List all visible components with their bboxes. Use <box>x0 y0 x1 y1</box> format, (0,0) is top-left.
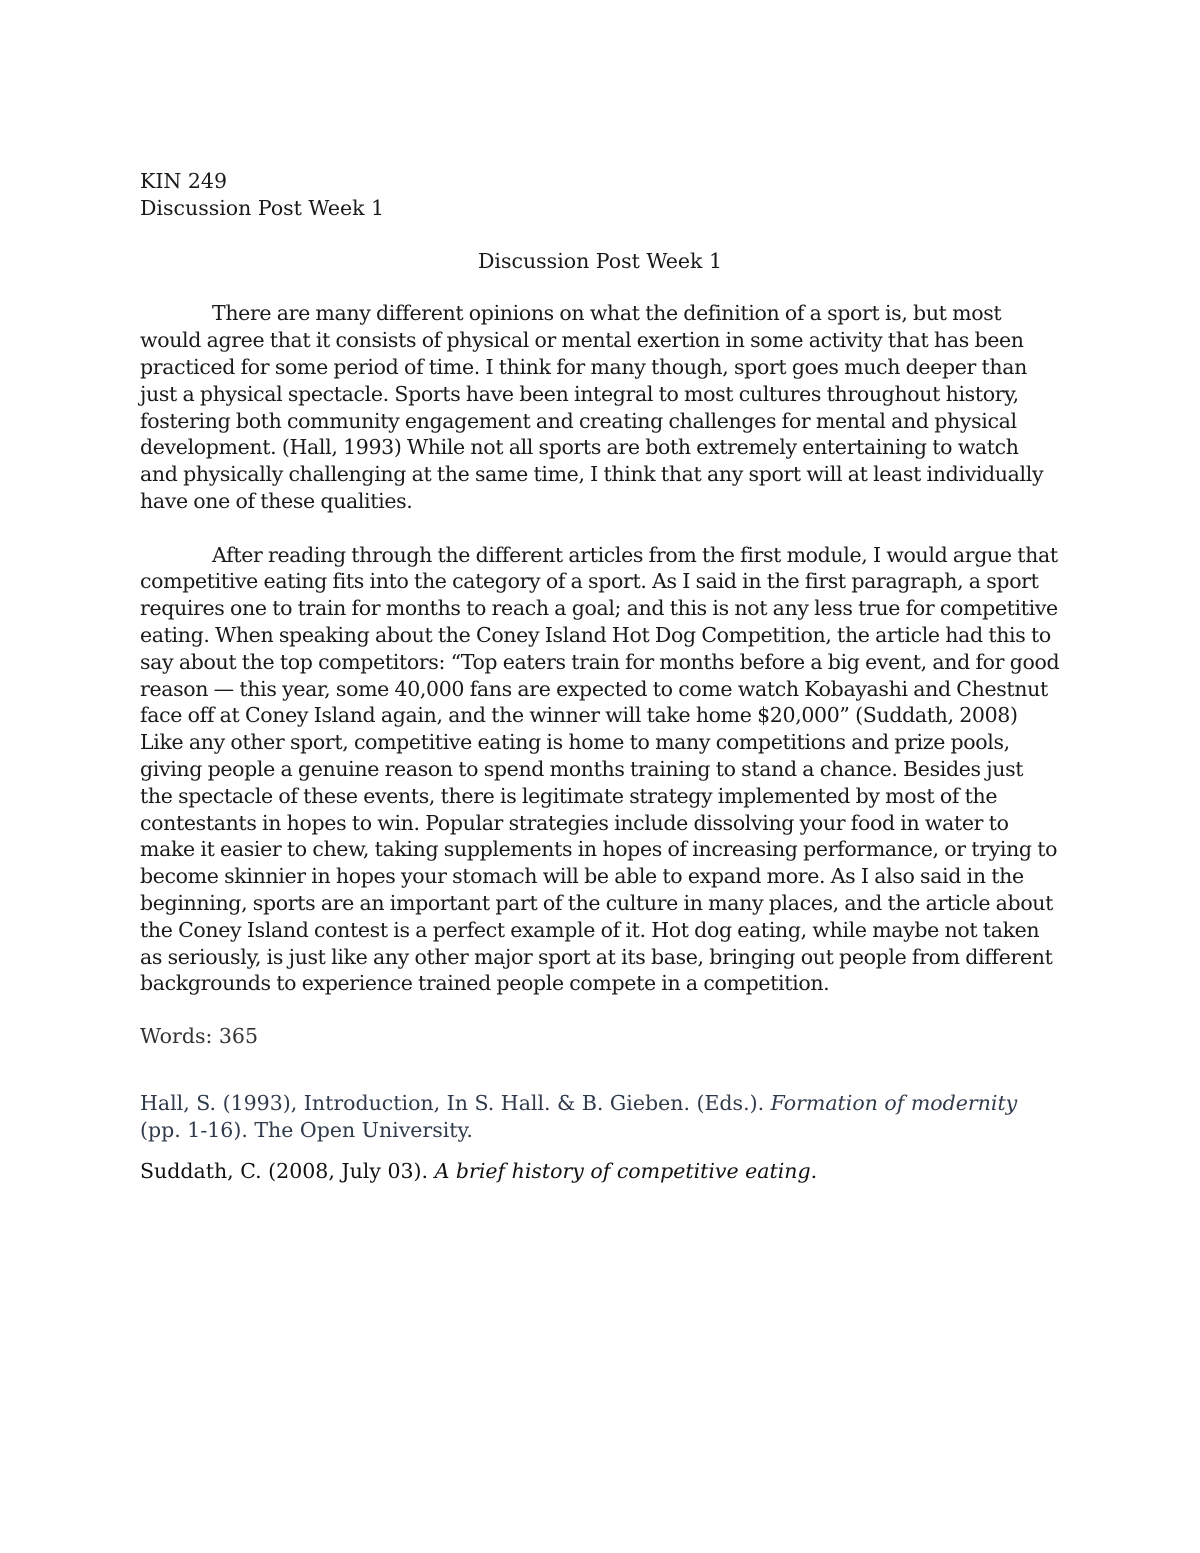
document-title: Discussion Post Week 1 <box>477 248 723 273</box>
document-page <box>140 168 1060 1184</box>
reference-suddath <box>140 1158 1060 1185</box>
reference-suddath-title: A brief history of competitive eating. <box>434 1158 818 1183</box>
reference-hall-publisher: (pp. 1-16). The Open University. <box>140 1117 473 1142</box>
references-list <box>140 1090 1060 1184</box>
assignment-name: Discussion Post Week 1 <box>140 195 385 220</box>
reference-hall-authors: Hall, S. (1993), Introduction, In S. Hall. & B. Gieben. (Eds.). <box>140 1090 771 1115</box>
word-count: Words: 365 <box>140 1024 259 1049</box>
reference-suddath-authors: Suddath, C. (2008, July 03). <box>140 1158 435 1183</box>
course-code: KIN 249 <box>140 169 227 193</box>
reference-hall-title: Formation of modernity <box>770 1090 1018 1115</box>
reference-hall <box>140 1090 1060 1144</box>
body-paragraph-1: There are many different opinions on what the definition of a sport is, but most would agree that it consists of physical or mental exertion in some activity that has been practiced for some period of time. I think for many though, sport goes much deeper than just a physical spectacle. Sports have been integral to most cultures throughout history, fostering both community engagement and creating challenges for mental and physical development. (Hall, 1993) While not all sports are both extremely entertaining to watch and physically challenging at the same time, I think that any sport will at least individually have one of these qualities. <box>140 301 1044 513</box>
body-paragraph-2: After reading through the different articles from the first module, I would argue that competitive eating fits into the category of a sport. As I said in the first paragraph, a sport requires one to train for months to reach a goal; and this is not any less true for competitive eating. When speaking about the Coney Island Hot Dog Competition, the article had this to say about the top competitors: “Top eaters train for months before a big event, and for good reason — this year, some 40,000 fans are expected to come watch Kobayashi and Chestnut face off at Coney Island again, and the winner will take home $20,000” (Suddath, 2008) Like any other sport, competitive eating is home to many competitions and prize pools, giving people a genuine reason to spend months training to stand a chance. Besides just the spectacle of these events, there is legitimate strategy implemented by most of the contestants in hopes to win. Popular strategies include dissolving your food in water to make it easier to chew, taking supplements in hopes of increasing performance, or trying to become skinnier in hopes your stomach will be able to expand more. As I also said in the beginning, sports are an important part of the culture in many places, and the article about the Coney Island contest is a perfect example of it. Hot dog eating, while maybe not taken as seriously, is just like any other major sport at its base, bringing out people from different backgrounds to experience trained people compete in a competition. <box>140 542 1060 996</box>
